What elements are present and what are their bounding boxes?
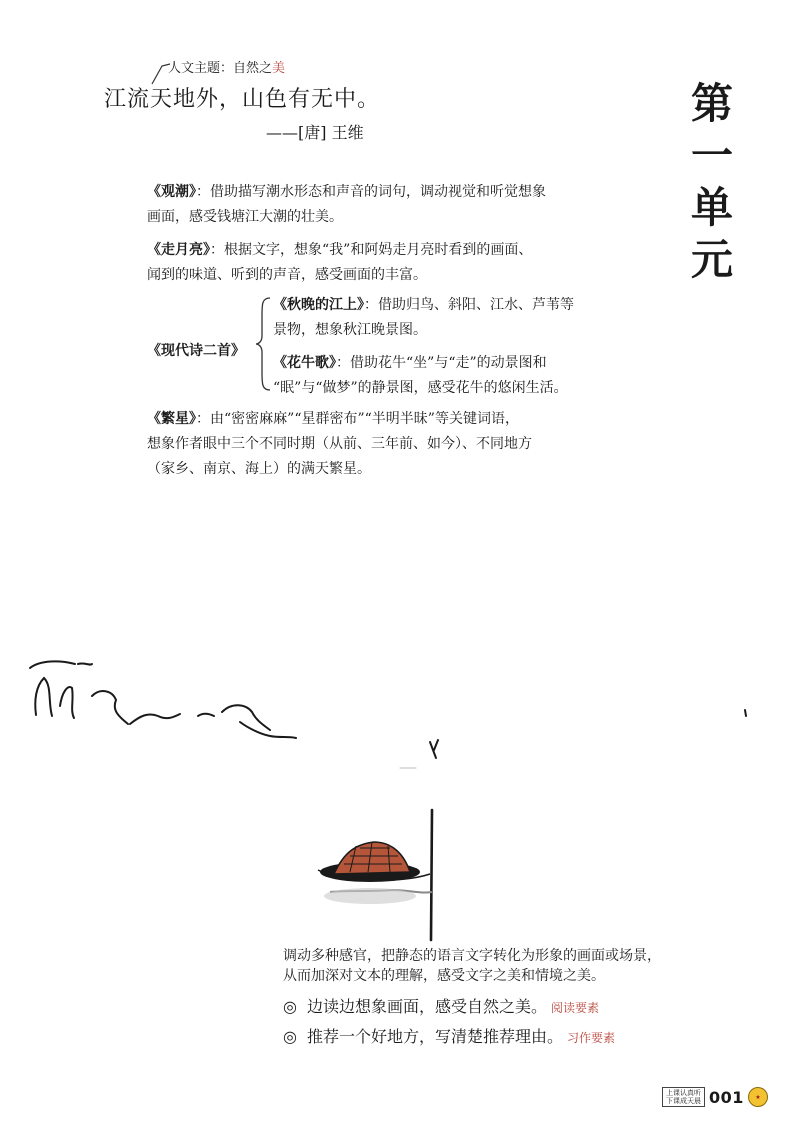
unit-title-char: 单 xyxy=(690,183,733,232)
page-number: 001 xyxy=(709,1087,744,1107)
unit-title-char: 一 xyxy=(690,131,733,180)
poem-huaniu xyxy=(273,351,653,401)
unit-theme-note xyxy=(168,57,285,76)
lesson-title: 《观潮》 xyxy=(147,184,196,200)
lesson-text: 想象作者眼中三个不同时期（从前、三年前、如今）、不同地方 xyxy=(147,436,532,452)
poem-title: 《花牛歌》 xyxy=(273,355,336,371)
lesson-title: 《繁星》 xyxy=(147,411,196,427)
reading-goal xyxy=(283,994,599,1017)
goal-intro-line: 从而加深对文本的理解，感受文字之美和情境之美。 xyxy=(283,968,605,984)
epigraph-poem: 江流天地外，山色有无中。 xyxy=(104,87,381,112)
theme-label: 人文主题：自然之 xyxy=(168,61,273,76)
brace-mark xyxy=(254,296,272,392)
lesson-text: （家乡、南京、海上）的满天繁星。 xyxy=(147,461,371,477)
lesson-text: 画面，感受钱塘江大潮的壮美。 xyxy=(147,209,343,225)
bullet-icon: ◎ xyxy=(283,1027,297,1046)
footer-slogan-line: 下课成天晨 xyxy=(666,1097,701,1105)
writing-goal-text: 推荐一个好地方，写清楚推荐理由。 xyxy=(306,1027,563,1046)
unit-title-char: 元 xyxy=(690,235,733,284)
footer-slogan-line: 上课认真听 xyxy=(666,1089,701,1097)
poem-qiuwan xyxy=(273,293,653,343)
footer-slogan xyxy=(662,1087,705,1107)
distant-mountains xyxy=(30,661,746,738)
lesson-text: ：根据文字，想象“我”和阿妈走月亮时看到的画面、 xyxy=(210,242,533,258)
reading-goal-text: 边读边想象画面，感受自然之美。 xyxy=(306,997,547,1016)
lesson-xiandaishi-title: 《现代诗二首》 xyxy=(147,343,245,359)
poem-text: “眠”与“做梦”的静景图，感受花牛的悠闲生活。 xyxy=(273,380,568,396)
writing-goal-tag: 习作要素 xyxy=(566,1031,615,1045)
lesson-text: ：由“密密麻麻”“星群密布”“半明半昧”等关键词语， xyxy=(196,411,519,427)
theme-accent: 美 xyxy=(272,61,286,76)
lesson-fanxing xyxy=(147,407,677,482)
lesson-text: 闻到的味道、听到的声音，感受画面的丰富。 xyxy=(147,267,427,283)
lesson-text: ：借助描写潮水形态和声音的词句，调动视觉和听觉想象 xyxy=(196,184,546,200)
bullet-icon: ◎ xyxy=(283,997,297,1016)
epigraph-attribution: ——[唐] 王维 xyxy=(266,123,364,142)
writing-goal xyxy=(283,1024,615,1047)
mast xyxy=(400,740,438,940)
unit-title-char: 第 xyxy=(690,79,733,128)
page-footer xyxy=(662,1087,768,1107)
lesson-title: 《走月亮》 xyxy=(147,242,210,258)
poem-title: 《秋晚的江上》 xyxy=(273,297,364,313)
poem-text: 景物，想象秋江晚景图。 xyxy=(273,322,427,338)
unit-title xyxy=(688,78,736,286)
poem-text: ：借助花牛“坐”与“走”的动景图和 xyxy=(336,355,547,371)
mascot-icon: ★ xyxy=(748,1087,768,1107)
learning-goals-intro xyxy=(283,946,723,986)
lesson-zouyueliang xyxy=(147,238,667,288)
boat xyxy=(318,842,432,904)
lesson-guanchao xyxy=(147,180,667,230)
poem-text: ：借助归鸟、斜阳、江水、芦苇等 xyxy=(364,297,574,313)
reading-goal-tag: 阅读要素 xyxy=(550,1001,599,1015)
ink-landscape-illustration xyxy=(0,620,800,950)
goal-intro-line: 调动多种感官，把静态的语言文字转化为形象的画面或场景， xyxy=(283,948,661,964)
